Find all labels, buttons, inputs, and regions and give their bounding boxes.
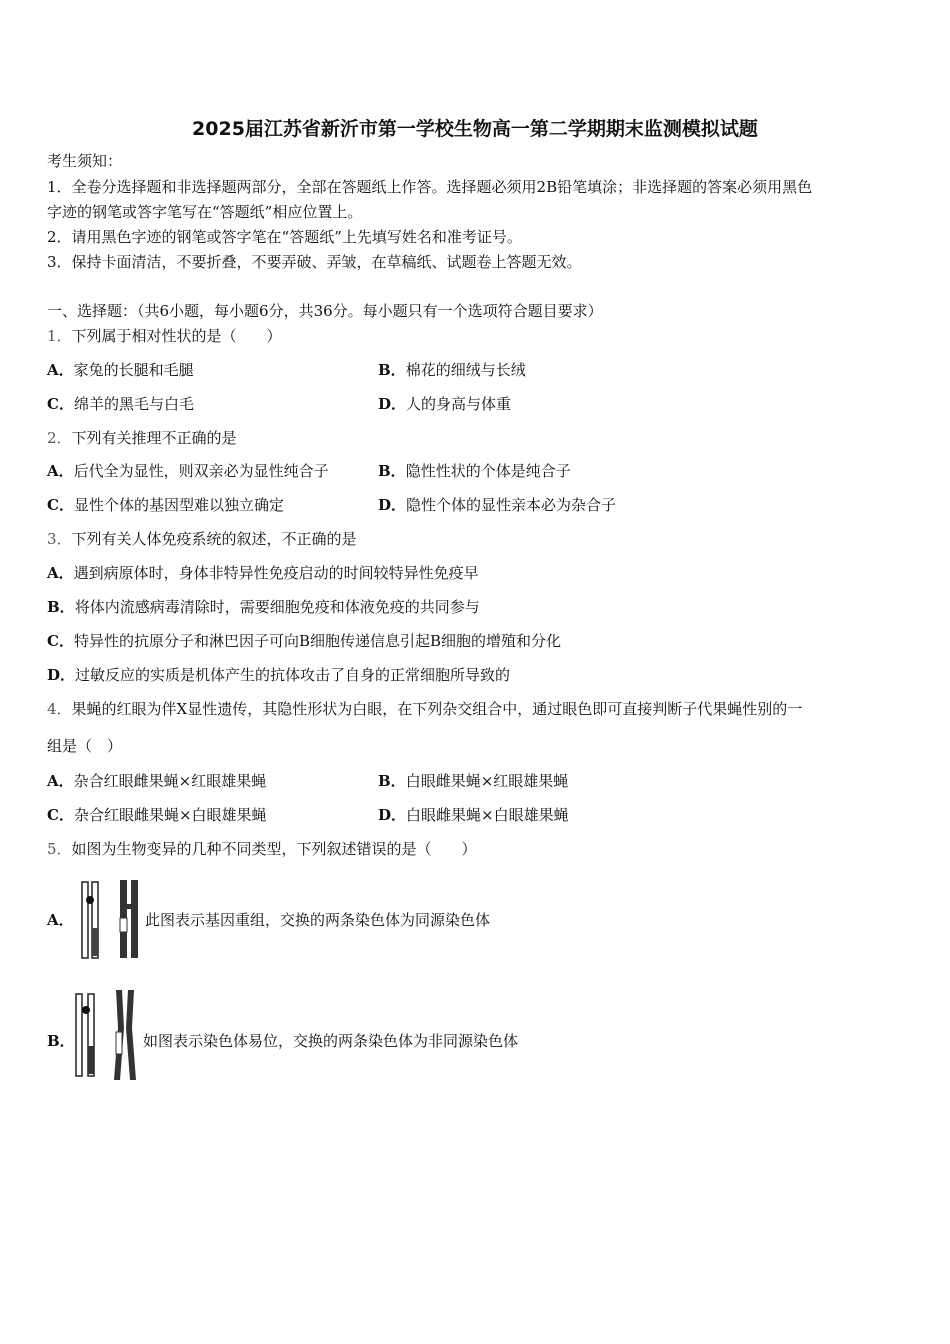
question-2-stem	[47, 429, 237, 447]
question-1-option-a[interactable]: A．家兔的长腿和毛腿	[47, 361, 194, 379]
centromere	[82, 1006, 90, 1014]
centromere-link	[126, 904, 132, 909]
centromere	[86, 896, 94, 904]
question-4-text: 果蝇的红眼为伴X显性遗传，其隐性形状为白眼，在下列杂交组合中，通过眼色即可直接判断子代果蝇性别的一	[71, 700, 803, 718]
section-heading: 一、选择题：（共6小题，每小题6分，共36分。每小题只有一个选项符合题目要求）	[47, 302, 603, 320]
chromosome-1	[82, 882, 88, 958]
question-1-option-b[interactable]: B．棉花的细绒与长绒	[378, 361, 526, 379]
question-5-option-b[interactable]: B．	[47, 1032, 75, 1050]
chromosome-4	[126, 990, 136, 1080]
chromosome-4	[131, 880, 138, 958]
question-3-text: 下列有关人体免疫系统的叙述，不正确的是	[71, 530, 357, 548]
notice-item-2: 2．请用黑色字迹的钢笔或答字笔在“答题纸”上先填写姓名和准考证号。	[47, 228, 522, 246]
chromosome-recombination-figure	[76, 878, 142, 960]
question-5-stem	[47, 840, 477, 858]
chromosome-1	[76, 994, 82, 1076]
exchanged-light-segment	[120, 918, 127, 932]
question-4-option-b[interactable]: B．白眼雌果蝇×红眼雄果蝇	[378, 772, 569, 790]
question-4-stem-line-1	[47, 700, 802, 718]
question-1-number: 1．	[47, 327, 72, 345]
question-2-option-c[interactable]: C．显性个体的基因型难以独立确定	[47, 496, 284, 514]
question-3-number: 3．	[47, 530, 72, 548]
question-2-option-a[interactable]: A．后代全为显性，则双亲必为显性纯合子	[47, 462, 329, 480]
notice-item-1-line-2: 字迹的钢笔或答字笔写在“答题纸”相应位置上。	[47, 203, 363, 221]
question-2-text: 下列有关推理不正确的是	[71, 429, 237, 447]
question-3-stem	[47, 530, 357, 548]
question-3-option-a[interactable]: A．遇到病原体时，身体非特异性免疫启动的时间较特异性免疫早	[47, 564, 479, 582]
question-5-number: 5．	[47, 840, 72, 858]
question-5-option-a-text: 此图表示基因重组，交换的两条染色体为同源染色体	[145, 911, 491, 929]
question-3-option-d[interactable]: D．过敏反应的实质是机体产生的抗体攻击了自身的正常细胞所导致的	[47, 666, 511, 684]
question-4-option-d[interactable]: D．白眼雌果蝇×白眼雄果蝇	[378, 806, 569, 824]
question-5-option-a[interactable]: A．	[47, 911, 74, 929]
question-4-stem-line-2: 组是（ ）	[47, 737, 123, 755]
question-3-option-b[interactable]: B．将体内流感病毒清除时，需要细胞免疫和体液免疫的共同参与	[47, 598, 480, 616]
question-2-number: 2．	[47, 429, 72, 447]
question-2-option-d[interactable]: D．隐性个体的显性亲本必为杂合子	[378, 496, 617, 514]
question-4-option-a[interactable]: A．杂合红眼雌果蝇×红眼雄果蝇	[47, 772, 267, 790]
notice-item-1-line-1: 1．全卷分选择题和非选择题两部分，全部在答题纸上作答。选择题必须用2B铅笔填涂；非选择题的答案必须用黑色	[47, 178, 813, 196]
page-title: 2025届江苏省新沂市第一学校生物高一第二学期期末监测模拟试题	[192, 118, 758, 140]
question-5-text: 如图为生物变异的几种不同类型，下列叙述错误的是（ ）	[71, 840, 477, 858]
exchanged-light-segment	[116, 1032, 122, 1054]
question-2-option-b[interactable]: B．隐性性状的个体是纯合子	[378, 462, 571, 480]
chromosome-translocation-figure	[72, 988, 140, 1082]
question-4-option-c[interactable]: C．杂合红眼雌果蝇×白眼雄果蝇	[47, 806, 267, 824]
question-4-number: 4．	[47, 700, 72, 718]
question-1-option-c[interactable]: C．绵羊的黑毛与白毛	[47, 395, 194, 413]
notice-heading: 考生须知：	[47, 152, 123, 170]
question-5-option-b-text: 如图表示染色体易位，交换的两条染色体为非同源染色体	[143, 1032, 519, 1050]
question-1-stem	[47, 327, 282, 345]
question-3-option-c[interactable]: C．特异性的抗原分子和淋巴因子可向B细胞传递信息引起B细胞的增殖和分化	[47, 632, 562, 650]
exchanged-segment	[92, 928, 98, 956]
notice-item-3: 3．保持卡面清洁，不要折叠，不要弄破、弄皱，在草稿纸、试题卷上答题无效。	[47, 253, 582, 271]
translocated-segment	[88, 1046, 94, 1074]
question-1-text: 下列属于相对性状的是（ ）	[71, 327, 282, 345]
question-1-option-d[interactable]: D．人的身高与体重	[378, 395, 512, 413]
